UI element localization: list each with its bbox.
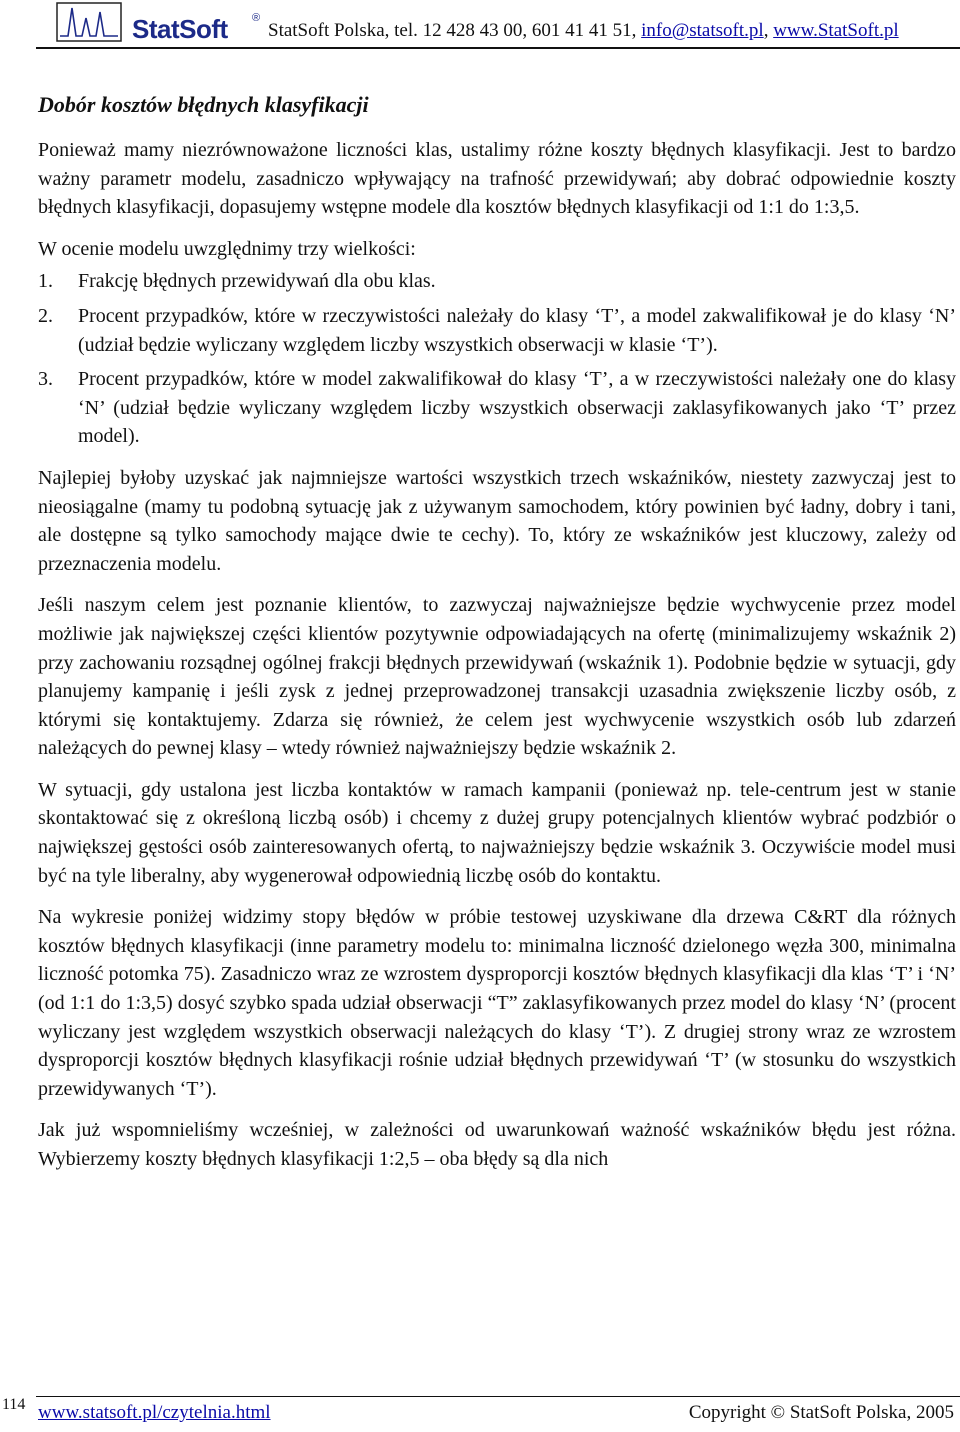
page-header: [36, 0, 960, 48]
website-link[interactable]: www.StatSoft.pl: [773, 20, 899, 41]
list-item: [38, 302, 956, 359]
list-intro: W ocenie modelu uwzględnimy trzy wielkości:: [38, 237, 416, 260]
list-item-text: Procent przypadków, które w model zakwalifikował do klasy ‘T’, a w rzeczywistości należały one do klasy ‘N’ (udział będzie wyliczany względem liczby wszystkich obserwacji zaklasyfikowanych jako ‘T’ przez model).: [78, 368, 956, 448]
list-item: [38, 365, 956, 451]
page-number: 114: [2, 1396, 26, 1413]
paragraph: W sytuacji, gdy ustalona jest liczba kontaktów w ramach kampanii (ponieważ np. tele-centrum jest w stanie skontaktować się z określoną liczbą osób) i chcemy z dużej grupy potencjalnych klientów wybrać podzbiór o największej gęstości osób zainteresowanych ofertą, to najważniejszy będzie wskaźnik 3. Oczywiście model musi być na tyle liberalny, aby wygenerował odpowiednią liczbę osób do kontaktu.: [38, 778, 956, 887]
document-body: [38, 90, 956, 1187]
registered-mark: ®: [252, 12, 261, 24]
paragraph: Jak już wspomnieliśmy wcześniej, w zależności od uwarunkowań ważność wskaźników błędu jest różna. Wybierzemy koszty błędnych klasyfikacji 1:2,5 – oba błędy są dla nich: [38, 1119, 956, 1170]
list-item-text: Procent przypadków, które w rzeczywistości należały do klasy ‘T’, a model zakwalifikował je do klasy ‘N’ (udział będzie wyliczany względem liczby wszystkich obserwacji w klasie ‘T’).: [78, 304, 956, 356]
paragraph: Jeśli naszym celem jest poznanie klientów, to zazwyczaj najważniejsze będzie wychwycenie przez model możliwie jak największej części klientów pozytywnie odpowiadających na ofertę (minimalizujemy wskaźnik 2) przy zachowaniu rozsądnej ogólnej frakcji błędnych przewidywań (wskaźnik 1). Podobnie będzie w sytuacji, gdy planujemy kampanię i jeśli zysk z jednej przeprowadzonej transakcji uzasadnia zwiększenie liczby osób, z którymi się kontaktujemy. Zdarza się również, że celem jest wychwycenie wszystkich osób lub zdarzeń należących do pewnej klasy – wtedy również najważniejszy będzie wskaźnik 2.: [38, 594, 956, 760]
contact-text: StatSoft Polska, tel. 12 428 43 00, 601 41 41 51,: [268, 20, 642, 41]
statsoft-logo-icon: [56, 2, 122, 42]
header-contact: [268, 20, 899, 42]
criteria-list: [38, 267, 956, 451]
logo-wordmark: StatSoft: [132, 14, 228, 44]
header-divider: [36, 47, 960, 49]
email-link[interactable]: info@statsoft.pl: [641, 20, 764, 41]
paragraph: Najlepiej byłoby uzyskać jak najmniejsze wartości wszystkich trzech wskaźników, niestety zazwyczaj jest to nieosiągalne (mamy tu podobną sytuację jak z używanym samochodem, który powinien być ładny, dobry i tani, ale dostępne są tylko samochody mające dwie te cechy). To, który ze wskaźników jest kluczowy, zależy od przeznaczenia modelu.: [38, 466, 956, 575]
paragraph: Na wykresie poniżej widzimy stopy błędów w próbie testowej uzyskiwane dla drzewa C&RT dla różnych kosztów błędnych klasyfikacji (inne parametry modelu to: minimalna liczność dzielonego węzła 300, minimalna liczność potomka 75). Zasadniczo wraz ze wzrostem dysproporcji kosztów błędnych klasyfikacji dla klas ‘T’ i ‘N’ (od 1:1 do 1:3,5) dosyć szybko spada udział obserwacji “T” zaklasyfikowanych przez model do klasy ‘N’ (procent wyliczany jest względem wszystkich obserwacji należących do klasy ‘T’). Z drugiej strony wraz ze wzrostem dysproporcji kosztów błędnych klasyfikacji rośnie udział błędnych przewidywań ‘T’ (w stosunku do wszystkich przewidywanych ‘T’).: [38, 906, 956, 1100]
footer-url-link[interactable]: www.statsoft.pl/czytelnia.html: [38, 1402, 271, 1423]
footer-copyright: Copyright © StatSoft Polska, 2005: [688, 1402, 954, 1423]
list-item-number: 1.: [38, 270, 53, 293]
list-item: [38, 267, 956, 296]
list-item-text: Frakcję błędnych przewidywań dla obu klas.: [78, 270, 436, 293]
footer-divider: [36, 1396, 960, 1397]
list-item-number: 2.: [38, 304, 53, 327]
contact-separator: ,: [763, 20, 774, 41]
intro-paragraph: Ponieważ mamy niezrównoważone liczności klas, ustalimy różne koszty błędnych klasyfikacji. Jest to bardzo ważny parametr modelu, zasadniczo wpływający na trafność przewidywań; aby dobrać odpowiednie koszty błędnych klasyfikacji, dopasujemy wstępne modele dla kosztów błędnych klasyfikacji od 1:1 do 1:3,5.: [38, 139, 956, 219]
section-title: Dobór kosztów błędnych klasyfikacji: [38, 92, 369, 117]
list-item-number: 3.: [38, 368, 53, 391]
